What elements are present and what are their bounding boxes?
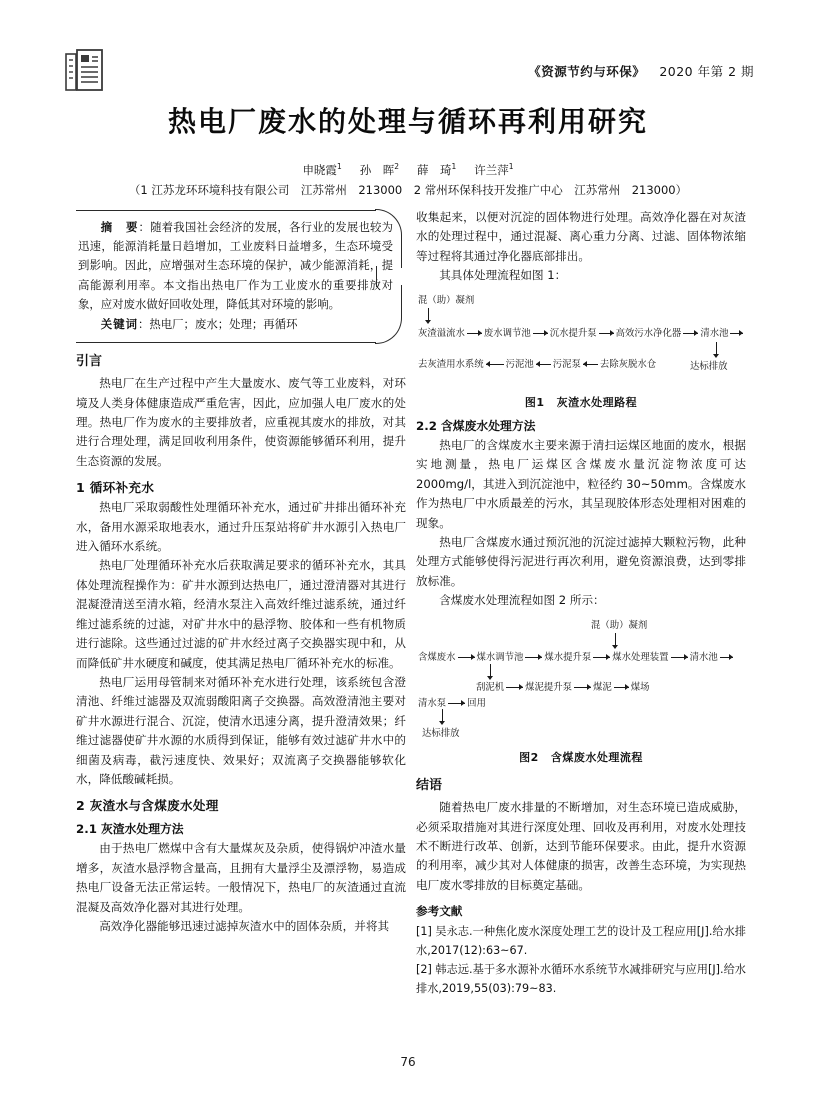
figure2-caption-text: 含煤废水处理流程 (550, 750, 643, 764)
abstract-border-corner-topright (375, 209, 402, 268)
figure1-end-node: 达标排放 (690, 360, 728, 372)
figure-1 (416, 294, 746, 386)
figure1-arrow-4 (683, 329, 698, 338)
author-name: 申晓霞 (302, 163, 337, 177)
figure2-node-2: 煤水调节池 (476, 651, 524, 663)
figure1-node-6: 去灰渣用水系统 (418, 358, 484, 370)
section21-paragraph-2: 高效净化器能够迅速过滤掉灰渣水中的固体杂质，并将其 (99, 918, 390, 933)
author-item (360, 163, 399, 177)
figure2-arrow-down-discharge (438, 709, 447, 725)
figure2-node-7: 煤泥提升泵 (525, 681, 573, 693)
journal-header-line (528, 62, 754, 80)
figure2-node-8: 煤泥 (593, 681, 612, 693)
journal-name: 《资源节约与环保》 (528, 64, 646, 79)
page-title: 热电厂废水的处理与循环再利用研究 (167, 105, 648, 138)
figure2-caption-number: 图2 (519, 750, 539, 764)
figure1-arrow-5 (730, 329, 743, 338)
abstract-border-right (376, 266, 377, 287)
conclusion-paragraph: 随着热电厂废水排量的不断增加，对生态环境已造成威胁，必须采取措施对其进行深度处理、回收及再利用，对废水处理技术不断进行改革、创新，达到节能环保要求。由此，提升水资源的利用率，减少其对人体健康的损害，改善生态环境，为实现热电厂废水零排放的目标奠定基础。 (416, 800, 746, 892)
figure1-caption-number: 图1 (524, 395, 545, 409)
figure1-arrow-down-coagulant (424, 308, 433, 324)
keywords-text: ：热电厂；废水；处理；再循环 (137, 317, 298, 332)
figure1-arrow-2 (533, 329, 548, 338)
author-affil-marker: 1 (451, 162, 457, 172)
section-heading-2-2: 2.2 含煤废水处理方法 (416, 419, 536, 434)
section-heading-conclusion: 结语 (416, 778, 443, 794)
abstract-border-top (76, 210, 376, 211)
figure2-reuse-row (418, 697, 486, 711)
figure2-coagulant-node: 混（助）凝剂 (591, 619, 648, 631)
abstract-box (76, 210, 402, 343)
section22-paragraph-3: 含煤废水处理流程如图 2 所示： (439, 593, 605, 608)
figure1-arrow-down-outlet (712, 342, 721, 358)
section1-paragraph-1: 热电厂采取弱酸性处理循环补充水，通过矿井排出循环补充水，备用水源采取地表水，通过升压泵站将矿井水源引入热电厂进入循环水系统。 (76, 500, 406, 554)
figure1-node-5: 清水池 (700, 327, 729, 339)
section-heading-2: 2 灰渣水与含煤废水处理 (76, 798, 219, 814)
keywords-paragraph (78, 315, 393, 334)
figure1-node-8: 污泥泵 (552, 358, 581, 370)
author-item (474, 163, 513, 177)
figure1-caption-text: 灰渣水处理路程 (556, 395, 638, 409)
author-item (417, 163, 456, 177)
continued-paragraph-1: 收集起来，以便对沉淀的固体物进行处理。高效净化器在对灰渣水的处理过程中，通过混凝、离心重力分离、过滤、固体物浓缩等过程将其通过净化器底部排出。 (416, 210, 746, 263)
figure2-main-row (418, 651, 735, 665)
page-header (0, 44, 816, 100)
abstract-label: 摘 要 (100, 220, 139, 234)
figure2-node-9: 煤场 (630, 681, 650, 693)
figure2-node-3: 煤水提升泵 (544, 651, 592, 663)
continued-paragraph-2: 其具体处理流程如图 1： (439, 268, 567, 283)
author-affil-marker: 1 (508, 162, 514, 172)
figure1-caption (416, 393, 746, 412)
figure2-node-10: 清水泵 (418, 697, 447, 709)
author-name: 许兰萍 (474, 163, 509, 177)
figure1-arrow-8 (583, 360, 598, 369)
figure1-node-1: 灰渣溢流水 (418, 327, 465, 339)
section-heading-intro: 引言 (76, 354, 103, 370)
section22-paragraph-1: 热电厂的含煤废水主要来源于清扫运煤区地面的废水，根据实地测量，热电厂运煤区含煤废水量沉淀物浓度可达 2000mg/l，其进入到沉淀池中，粒径约 30~50mm。含煤废水作为热电厂中水质最差的污水，其呈现胶体形态处理相对困难的现象。 (416, 438, 746, 530)
references-heading: 参考文献 (416, 904, 463, 919)
right-column (416, 208, 746, 998)
figure1-arrow-3 (599, 329, 614, 338)
keywords-label: 关键词 (100, 317, 138, 332)
section1-paragraph-2: 热电厂处理循环补充水后获取满足要求的循环补充水，其具体处理流程操作为：矿井水源到达热电厂，通过澄清器对其进行混凝澄清送至清水箱，经清水泵注入高效纤维过滤系统，通过纤维过滤系统的过滤，对矿井水中的悬浮物、胶体和一些有机物质进行滤除。这些通过过滤的矿井水经过离子交换器实现中和，从而降低矿井水硬度和碱度，使其满足热电厂循环补充水的标准。 (76, 558, 406, 670)
figure1-main-row (418, 327, 745, 341)
document-stack-icon (64, 48, 108, 96)
figure2-end-node: 达标排放 (422, 727, 460, 739)
figure1-node-9: 去除灰脱水仓 (599, 358, 657, 370)
intro-paragraph: 热电厂在生产过程中产生大量废水、废气等工业废料，对环境及人类身体健康造成严重危害，因此，应加强人电厂废水的处理。热电厂作为废水的主要排放者，应重视其废水的排放，对其进行合理处理，满足回收利用条件，使资源能够循环利用，提升生态资源的发展。 (76, 376, 406, 468)
author-name: 薛 琦 (417, 163, 452, 177)
figure2-arrow-2 (525, 653, 542, 662)
figure2-arrow-down-coagulant (611, 633, 620, 649)
figure2-node-11: 回用 (467, 697, 486, 709)
figure2-arrow-1 (458, 653, 475, 662)
figure2-arrow-down-sludge (486, 664, 495, 680)
figure2-node-5: 清水池 (689, 651, 718, 663)
section1-paragraph-3: 热电厂运用母管制来对循环补充水进行处理，该系统包含澄清池、纤维过滤器及双流弱酸阳离子交换器。高效澄清池主要对矿井水源进行混合、沉淀，使清水迅速分离，提升澄清效果；纤维过滤器使矿井水源的水质得到保证，能够有效过滤矿井水中的细菌及病毒，截污速度快、效果好；双流离子交换器能够软化水，降低酸碱耗损。 (76, 674, 406, 786)
abstract-border-bottom (76, 342, 376, 343)
figure2-node-4: 煤水处理装置 (612, 651, 669, 663)
figure1-node-7: 污泥池 (505, 358, 534, 370)
figure1-arrow-7 (536, 360, 551, 369)
figure2-arrow-8 (614, 683, 629, 692)
affiliation-line: （1 江苏龙环环境科技有限公司 江苏常州 213000 2 常州环保科技开发推广中心 江苏常州 213000） (128, 183, 688, 197)
reference-item: [1] 吴永志.一种焦化废水深度处理工艺的设计及工程应用[J].给水排水,2017(12):63~67. (416, 925, 746, 958)
figure2-node-1: 含煤废水 (418, 651, 456, 663)
author-name: 孙 晖 (359, 163, 395, 177)
figure1-node-2: 废水调节池 (483, 327, 531, 339)
figure1-node-4: 高效污水净化器 (615, 327, 682, 339)
author-affil-marker: 2 (394, 162, 399, 172)
figure2-arrow-7 (574, 683, 591, 692)
author-affil-marker: 1 (336, 162, 342, 172)
figure-2 (416, 619, 746, 739)
figure1-arrow-6 (486, 360, 504, 369)
section-heading-2-1: 2.1 灰渣水处理方法 (76, 822, 184, 837)
section21-paragraph-1: 由于热电厂燃煤中含有大量煤灰及杂质，使得锅炉冲渣水量增多，灰渣水悬浮物含量高，且拥有大量浮尘及漂浮物，易造成热电厂设备无法正常运转。一般情况下，热电厂的灰渣通过直流混凝及高效净化器对其进行处理。 (76, 841, 406, 914)
journal-issue: 2020 年第 2 期 (659, 64, 754, 79)
figure1-node-3: 沉水提升泵 (549, 327, 597, 339)
left-column (76, 208, 406, 936)
figure2-node-6: 刮泥机 (476, 681, 505, 693)
abstract-border-corner-bottomright (375, 285, 402, 344)
figure2-arrow-3 (593, 653, 610, 662)
figure2-arrow-5 (720, 653, 733, 662)
abstract-text: ：随着我国社会经济的发展，各行业的发展也较为迅速，能源消耗量日趋增加，工业废料日益增多，生态环境受到影响。因此，应增强对生态环境的保护，减少能源消耗，提高能源利用率。本文指出热电厂作为工业废水的重要排放对象，应对废水做好回收处理，降低其对环境的影响。 (78, 220, 393, 311)
page-number: 76 (400, 1055, 416, 1069)
figure2-sludge-row (476, 681, 650, 695)
section22-paragraph-2: 热电厂含煤废水通过预沉池的沉淀过滤掉大颗粒污物，此种处理方式能够使得污泥进行再次利用，避免资源浪费，达到零排放标准。 (416, 535, 746, 588)
section-heading-1: 1 循环补充水 (76, 480, 155, 496)
figure1-arrow-1 (467, 329, 482, 338)
figure2-arrow-6 (506, 683, 523, 692)
figure2-caption (416, 748, 746, 767)
figure2-arrow-4 (671, 653, 688, 662)
reference-item: [2] 韩志远.基于多水源补水循环水系统节水减排研究与应用[J].给水排水,2019,55(03):79~83. (416, 963, 746, 996)
figure2-arrow-9 (448, 699, 465, 708)
author-list (0, 162, 816, 178)
figure1-coagulant-node: 混（助）凝剂 (418, 294, 475, 306)
figure1-return-row (418, 358, 656, 372)
abstract-paragraph (78, 218, 393, 314)
author-item (302, 163, 341, 177)
